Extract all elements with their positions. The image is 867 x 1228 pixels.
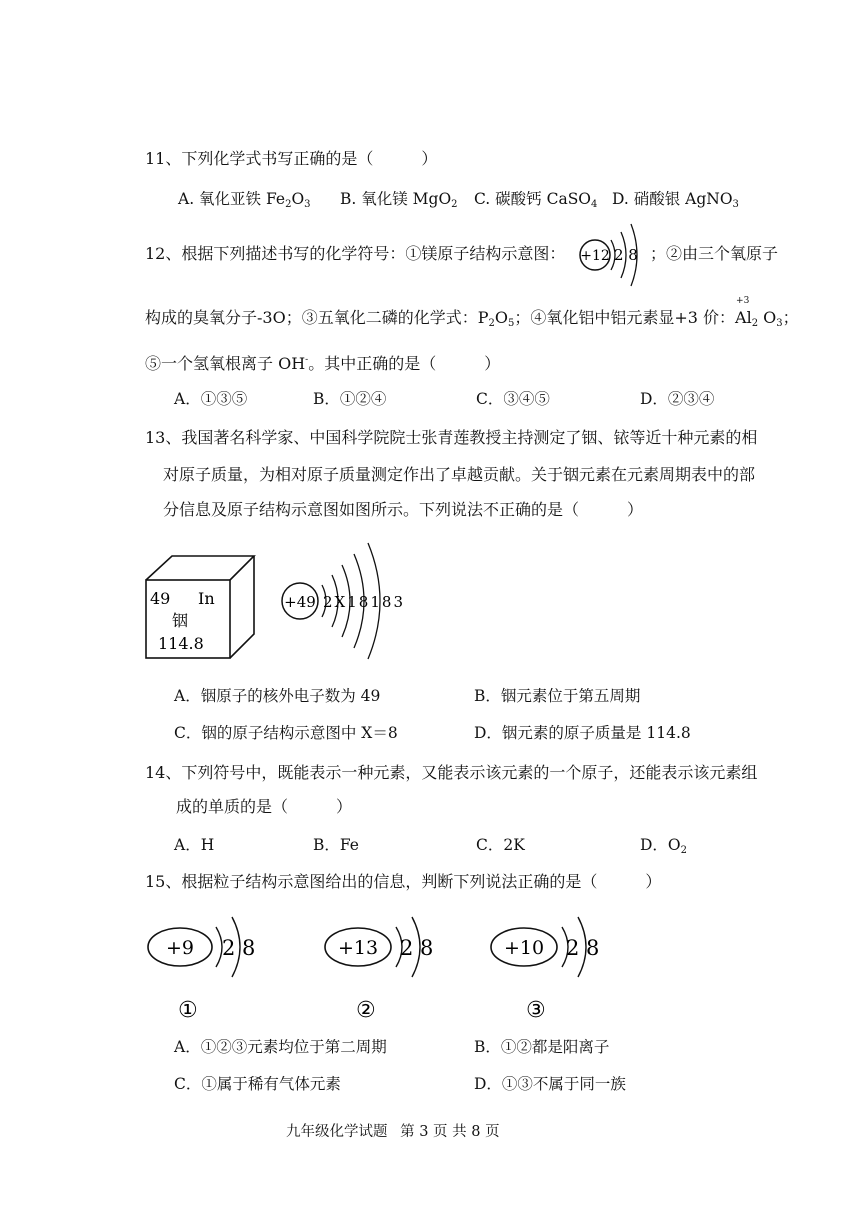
- page-footer: [286, 1120, 508, 1141]
- q12-option-b: B．①②④: [313, 390, 387, 408]
- q14-line1: 14、下列符号中，既能表示一种元素，又能表示该元素的一个原子，还能表示该元素组: [145, 763, 758, 782]
- q11-stem: 11、下列化学式书写正确的是（ ）: [145, 149, 438, 168]
- q12-line3: ⑤一个氢氧根离子 OH-。其中正确的是（ ）: [145, 354, 501, 373]
- particle-2-diagram: [318, 905, 458, 1025]
- indium-periodic-cell: [142, 552, 260, 662]
- particle-1-shells: 2 8: [222, 936, 256, 960]
- q12-line1-a: 12、根据下列描述书写的化学符号：①镁原子结构示意图：: [145, 244, 566, 263]
- al2o3-formula: +3 $Al_2$ $O_3$: [735, 296, 783, 329]
- mg-nucleus-label: +12: [580, 248, 610, 264]
- footer-title: 九年级化学试题: [286, 1124, 388, 1140]
- particle-2-shells: 2 8: [400, 936, 434, 960]
- q15-stem: 15、根据粒子结构示意图给出的信息，判断下列说法正确的是（ ）: [145, 872, 662, 891]
- q13-line2: 对原子质量，为相对原子质量测定作出了卓越贡献。关于铟元素在元素周期表中的部: [163, 465, 756, 484]
- q15-option-c: C．①属于稀有气体元素: [174, 1075, 341, 1093]
- particle-3-diagram: [484, 905, 624, 1025]
- particle-3-label: ③: [526, 998, 546, 1023]
- q11-option-b: B. 氧化镁 MgO$_2$: [340, 190, 458, 210]
- q13-option-b: B．铟元素位于第五周期: [474, 687, 641, 705]
- particle-3-nucleus: +10: [503, 937, 545, 959]
- q13-line3: 分信息及原子结构示意图如图所示。下列说法不正确的是（ ）: [163, 500, 644, 519]
- q12-option-d: D．②③④: [640, 390, 715, 408]
- q13-option-d: D．铟元素的原子质量是 114.8: [474, 724, 691, 742]
- q13-option-c: C．铟的原子结构示意图中 X＝8: [174, 724, 398, 742]
- q15-option-b: B．①②都是阳离子: [474, 1038, 610, 1056]
- q11-option-c: C. 碳酸钙 CaSO$_4$: [474, 190, 598, 210]
- in-shells-label: 2X18183: [323, 593, 403, 611]
- q15-option-a: A．①②③元素均位于第二周期: [174, 1038, 387, 1056]
- cell-atomic-number: 49: [150, 589, 171, 608]
- particle-1-nucleus: +9: [165, 937, 195, 959]
- mg-shells-label: 2 8: [614, 246, 638, 264]
- q13-option-a: A．铟原子的核外电子数为 49: [174, 687, 381, 705]
- particle-1-diagram: [140, 905, 280, 1025]
- q14-line2: 成的单质的是（ ）: [176, 797, 353, 816]
- indium-atom-diagram: [276, 537, 416, 667]
- q14-option-d: D．$O_2$: [640, 836, 688, 856]
- q11-option-a: A. 氧化亚铁 $Fe_2O_3$: [178, 190, 311, 210]
- particle-3-shells: 2 8: [566, 936, 600, 960]
- particle-1-label: ①: [178, 998, 198, 1023]
- in-nucleus-label: +49: [284, 593, 316, 611]
- q14-option-b: B．Fe: [313, 836, 359, 854]
- q15-option-d: D．①③不属于同一族: [474, 1075, 626, 1093]
- q12-option-c: C．③④⑤: [476, 390, 550, 408]
- q12-line2: 构成的臭氧分子-3O；③五氧化二磷的化学式：$P_2O_5$；④氧化铝中铝元素显+3 价： +3 $Al_2$ $O_3$；: [145, 307, 799, 335]
- q12-option-a: A．①③⑤: [174, 390, 248, 408]
- q14-option-a: A．H: [174, 836, 215, 854]
- cell-symbol: In: [198, 589, 215, 608]
- particle-2-nucleus: +13: [337, 937, 379, 959]
- cell-name: 铟: [172, 611, 189, 630]
- mg-atom-diagram: [575, 220, 650, 290]
- q14-option-c: C．2K: [476, 836, 525, 854]
- cell-mass: 114.8: [158, 634, 204, 653]
- q11-option-d: D. 硝酸银 AgNO$_3$: [612, 190, 739, 210]
- particle-2-label: ②: [356, 998, 376, 1023]
- footer-page-number: 第 3 页 共 8 页: [400, 1124, 500, 1140]
- q13-line1: 13、我国著名科学家、中国科学院院士张青莲教授主持测定了铟、铱等近十种元素的相: [145, 428, 758, 447]
- q12-line1-b: ；②由三个氧原子: [650, 244, 779, 263]
